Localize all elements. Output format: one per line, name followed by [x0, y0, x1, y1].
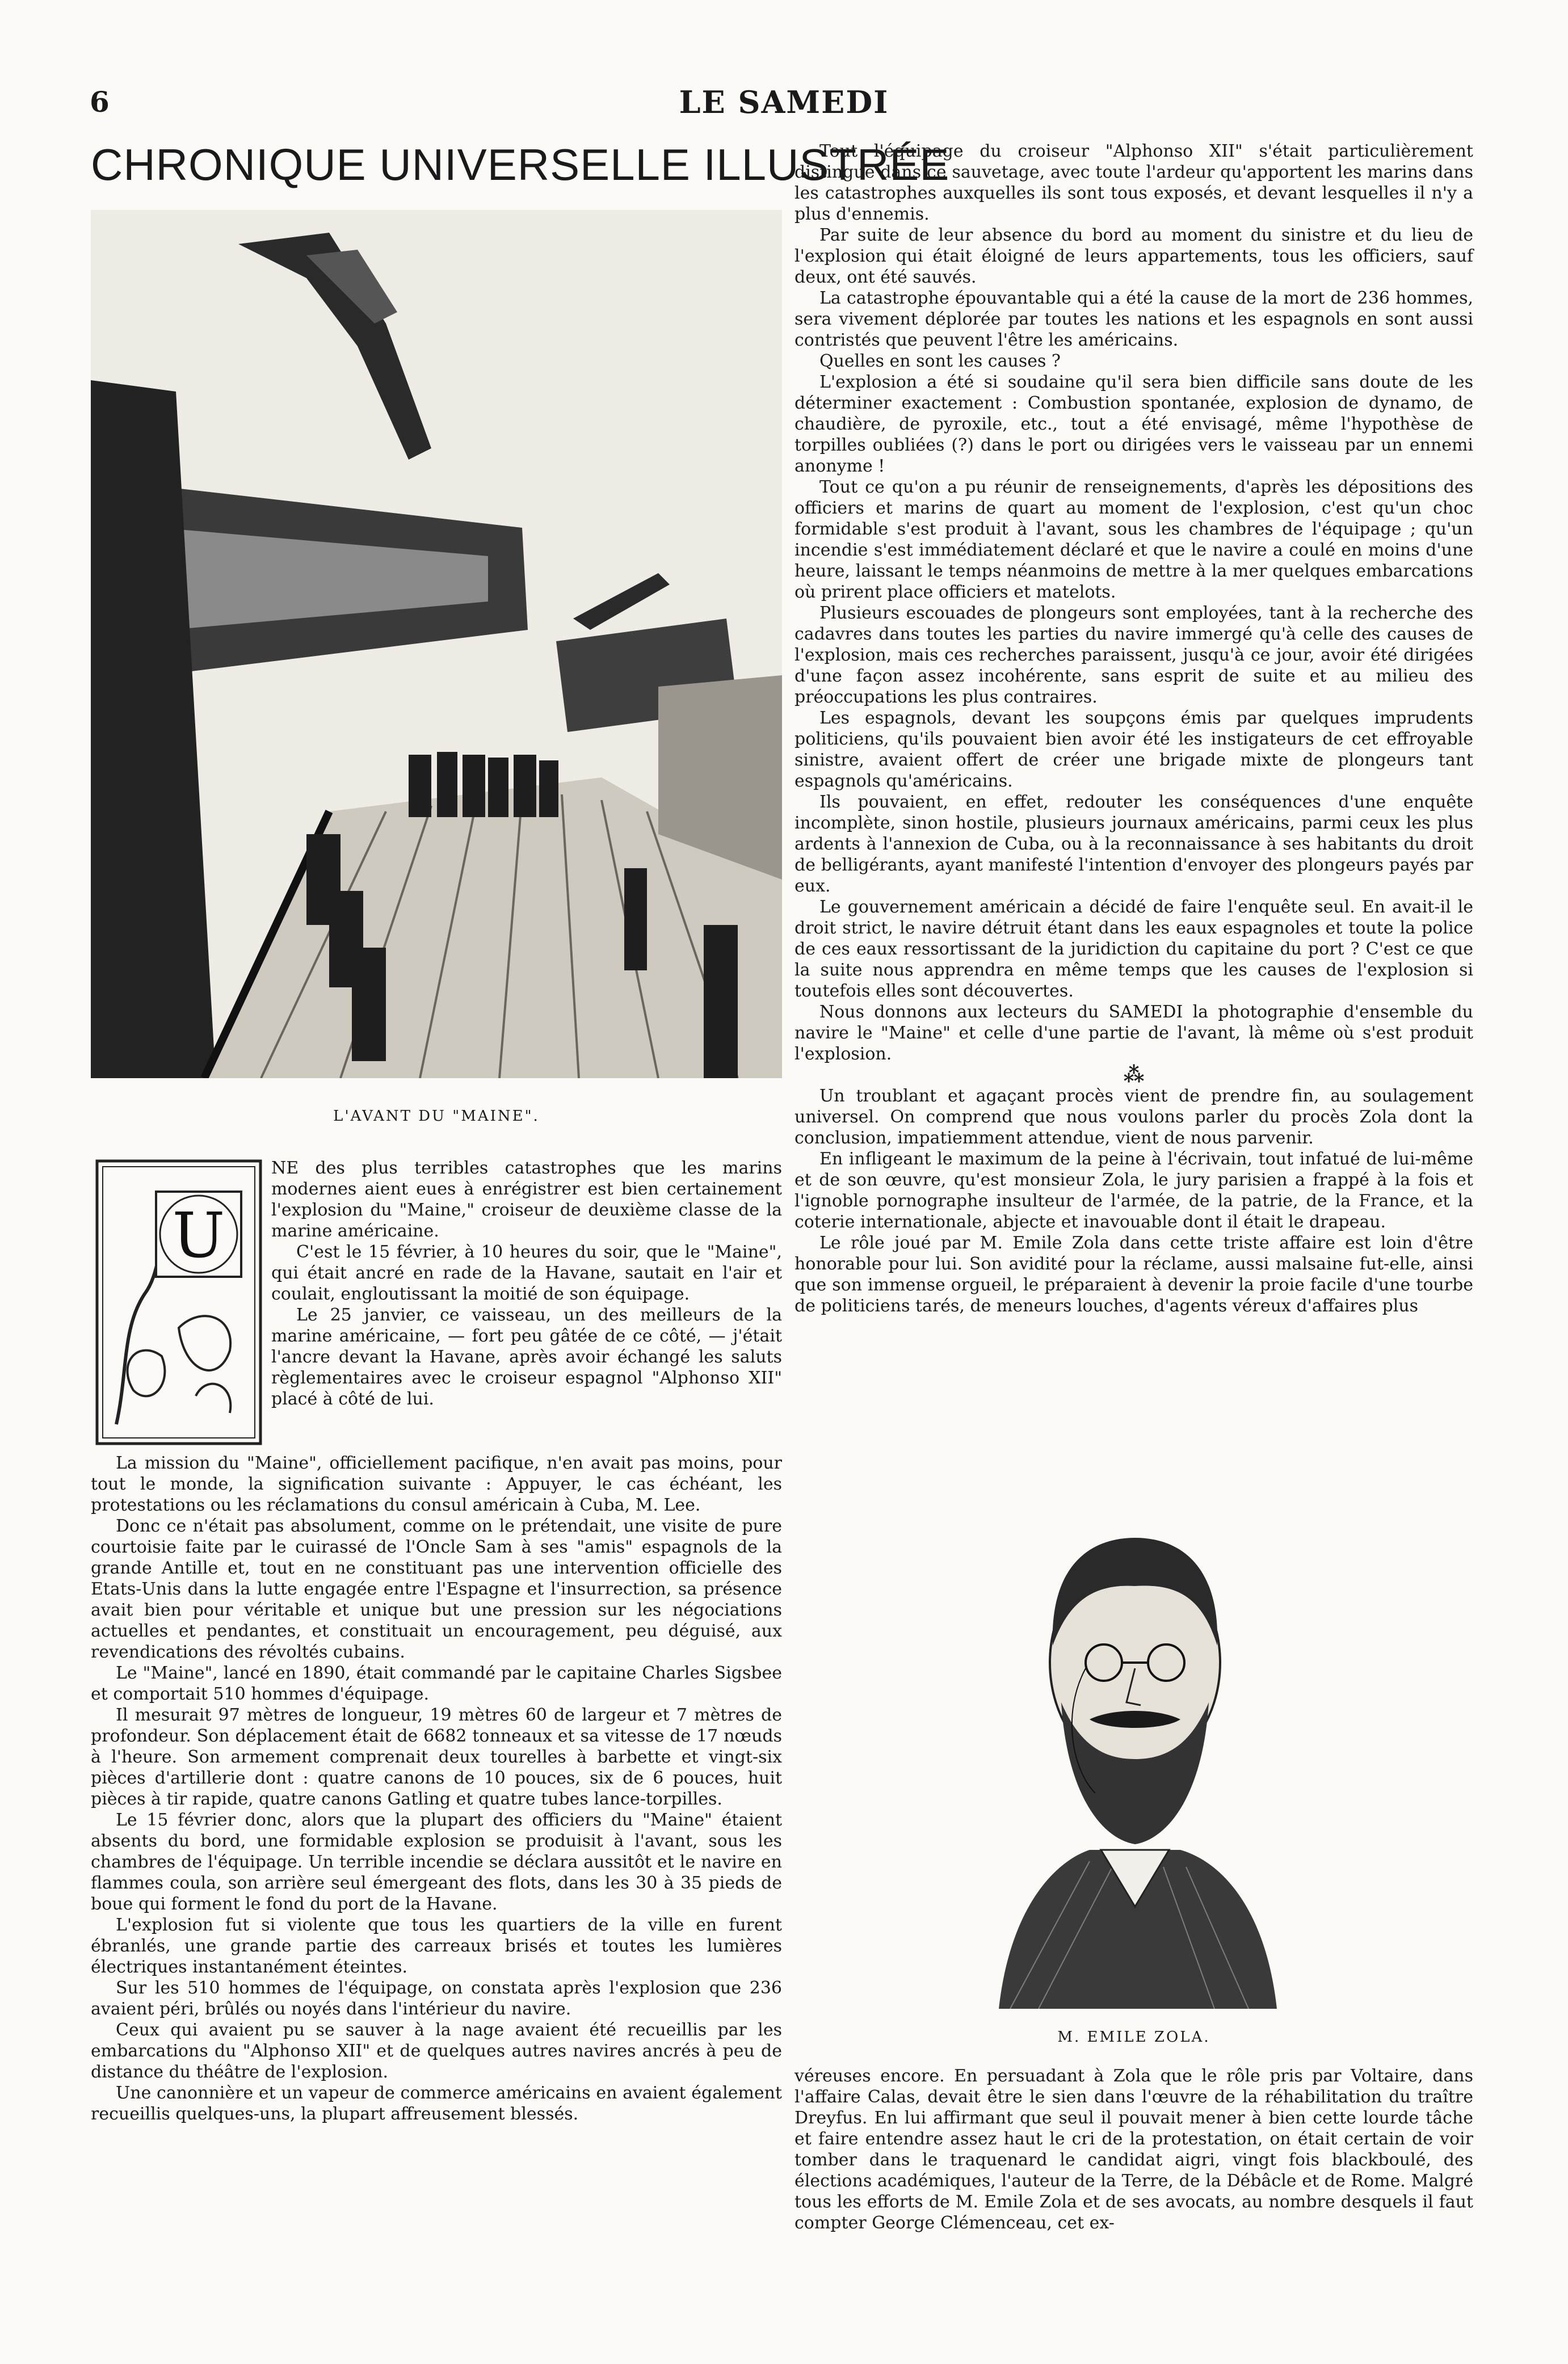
paragraph: Tout l'équipage du croiseur "Alphonso XII" s'était particulièrement distingué dans ce sauvetage, avec toute l'ardeur qu'apportent les marins dans les catastrophes auxquelles ils sont tous exposés, et devant lesquelles il n'y a plus d'ennemis.	[794, 141, 1473, 224]
maine-illustration	[91, 210, 782, 1078]
paragraph: Les espagnols, devant les soupçons émis par quelques imprudents politiciens, qu'ils pouvaient bien avoir été les instigateurs de cet effroyable sinistre, avaient offert de créer une brigade mixte de plongeurs tant espagnols qu'américains.	[794, 708, 1473, 791]
paragraph: Un troublant et agaçant procès vient de prendre fin, au soulagement universel. On comprend que nous voulons parler du procès Zola dont la conclusion, impatiemment attendue, vient de nous parvenir.	[794, 1086, 1473, 1148]
paragraph: Par suite de leur absence du bord au moment du sinistre et du lieu de l'explosion qui était éloigné de leurs appartements, tous les officiers, sauf deux, ont été sauvés.	[794, 225, 1473, 287]
paragraph: Donc ce n'était pas absolument, comme on le prétendait, une visite de pure courtoisie faite par le cuirassé de l'Oncle Sam à ses "amis" espagnols de la grande Antille et, tout en ne constituant pas une intervention officielle des Etats-Unis dans la lutte engagée entre l'Espagne et l'insurrection, sa présence avait bien pour véritable et unique but une pression sur les négociations actuelles et pendantes, et constituait un encouragement, peu déguisé, aux revendications des révoltés cubains.	[91, 1516, 782, 1662]
asterism-separator: ⁂	[1123, 1063, 1145, 1087]
paragraph: Le 25 janvier, ce vaisseau, un des meilleurs de la marine américaine, — fort peu gâtée de ce côté, — j'était l'ancre devant la Havane, après avoir échangé les saluts règlementaires avec le croiseur espagnol "Alphonso XII" placé à côté de lui.	[271, 1305, 782, 1409]
dropcap-ornament	[94, 1158, 264, 1447]
paragraph: Plusieurs escouades de plongeurs sont employées, tant à la recherche des cadavres dans toutes les parties du navire immergé qu'à celle des causes de l'explosion, mais ces recherches paraissent, jusqu'à ce jour, avoir été dirigées d'une façon assez incohérente, sans esprit de suite et au milieu des préoccupations les plus contraires.	[794, 603, 1473, 707]
paragraph: Le rôle joué par M. Emile Zola dans cette triste affaire est loin d'être honorable pour lui. Son avidité pour la réclame, aussi malsaine fut-elle, ainsi que son immense orgueil, le préparaient à devenir la proie facile d'une tourbe de politiciens tarés, de meneurs louches, d'agents véreux d'affaires plus	[794, 1233, 1473, 1316]
maine-caption: L'AVANT DU "MAINE".	[333, 1108, 540, 1125]
zola-portrait	[976, 1475, 1294, 2009]
article-maine-continued	[794, 141, 1473, 1316]
paragraph: Ils pouvaient, en effet, redouter les conséquences d'une enquête incomplète, sinon hostile, plusieurs journaux américains, parmi ceux les plus ardents à l'annexion de Cuba, ou à la reconnaissance à ses habitants du droit de belligérants, ayant manifesté l'intention d'envoyer des plongeurs payés par eux.	[794, 792, 1473, 896]
paragraph: Il mesurait 97 mètres de longueur, 19 mètres 60 de largeur et 7 mètres de profondeur. Son déplacement était de 6682 tonneaux et sa vitesse de 17 nœuds à l'heure. Son armement comprenait deux tourelles à barbette et vingt-six pièces d'artillerie dont : quatre canons de 10 pouces, six de 6 pouces, huit pièces à tir rapide, quatre canons Gatling et quatre tubes lance-torpilles.	[91, 1705, 782, 1809]
paragraph: Ceux qui avaient pu se sauver à la nage avaient été recueillis par les embarcations du "Alphonso XII" et de quelques autres navires ancrés à peu de distance du théâtre de l'explosion.	[91, 2020, 782, 2082]
paragraph: C'est le 15 février, à 10 heures du soir, que le "Maine", qui était ancré en rade de la Havane, sautait en l'air et coulait, engloutissant la moitié de son équipage.	[271, 1242, 782, 1304]
article-maine-intro	[271, 1158, 782, 1410]
paragraph: Quelles en sont les causes ?	[819, 351, 1061, 371]
paragraph: Tout ce qu'on a pu réunir de renseignements, d'après les dépositions des officiers et marins de quart au moment de l'explosion, c'est qu'un choc formidable s'est produit à l'avant, sous les chambres de l'équipage ; qu'un incendie s'est immédiatement déclaré et que le navire a coulé en moins d'une heure, laissant le temps néanmoins de mettre à la mer quelques embarcations où prirent place officiers et matelots.	[794, 477, 1473, 602]
paragraph: En infligeant le maximum de la peine à l'écrivain, tout infatué de lui-même et de son œuvre, qu'est monsieur Zola, le jury parisien a frappé à la fois et l'ignoble pornographe insulteur de l'armée, de la patrie, de la France, et la coterie internationale, abjecte et inavouable dont il était le drapeau.	[794, 1149, 1473, 1232]
article-zola-continued	[794, 2066, 1473, 2233]
paragraph: Une canonnière et un vapeur de commerce américains en avaient également recueillis quelques-uns, la plupart affreusement blessés.	[91, 2083, 782, 2124]
paragraph: Le gouvernement américain a décidé de faire l'enquête seul. En avait-il le droit strict, le navire détruit étant dans les eaux espagnoles et toute la police de ces eaux ressortissant de la juridiction du capitaine du port ? C'est ce que la suite nous apprendra en même temps que les causes de l'explosion si toutefois elles sont découvertes.	[794, 897, 1473, 1001]
paragraph: Sur les 510 hommes de l'équipage, on constata après l'explosion que 236 avaient péri, brûlés ou noyés dans l'intérieur du navire.	[91, 1978, 782, 2019]
page-number: 6	[90, 85, 110, 119]
section-title: CHRONIQUE UNIVERSELLE ILLUSTRÉE	[91, 140, 950, 190]
dropcap-letter: U	[172, 1199, 225, 1272]
paragraph: La catastrophe épouvantable qui a été la cause de la mort de 236 hommes, sera vivement déplorée par toutes les nations et les espagnols en sont aussi contristés que peuvent l'être les américains.	[794, 288, 1473, 350]
zola-caption: M. EMILE ZOLA.	[1057, 2029, 1210, 2046]
paragraph: L'explosion a été si soudaine qu'il sera bien difficile sans doute de les déterminer exactement : Combustion spontanée, explosion de dynamo, de chaudière, de pyroxile, etc., tout a été envisagé, même l'hypothèse de torpilles oubliées (?) dans le port ou dirigées vers le vaisseau par un ennemi anonyme !	[794, 372, 1473, 476]
paragraph: L'explosion fut si violente que tous les quartiers de la ville en furent ébranlés, une grande partie des carreaux brisés et toutes les lumières électriques instantanément éteintes.	[91, 1915, 782, 1977]
article-maine-body	[91, 1453, 782, 2125]
paragraph: Nous donnons aux lecteurs du SAMEDI la photographie d'ensemble du navire le "Maine" et celle d'une partie de l'avant, là même où s'est produit l'explosion.	[794, 1002, 1473, 1064]
paragraph: véreuses encore. En persuadant à Zola que le rôle pris par Voltaire, dans l'affaire Calas, devait être le sien dans l'œuvre de la réhabilitation du traître Dreyfus. En lui affirmant que seul il pouvait mener à bien cette lourde tâche et faire entendre assez haut le cri de la protestation, on était certain de voir tomber dans le traquenard le candidat aigri, vingt fois blackboulé, des élections académiques, l'auteur de la Terre, de la Débâcle et de Rome. Malgré tous les efforts de M. Emile Zola et de ses avocats, au nombre desquels il faut compter George Clémenceau, cet ex-	[794, 2066, 1473, 2233]
running-head: LE SAMEDI	[679, 84, 889, 120]
paragraph: La mission du "Maine", officiellement pacifique, n'en avait pas moins, pour tout le monde, la signification suivante : Appuyer, le cas échéant, les protestations ou les réclamations du consul américain à Cuba, M. Lee.	[91, 1453, 782, 1515]
paragraph: Le 15 février donc, alors que la plupart des officiers du "Maine" étaient absents du bord, une formidable explosion se produisit à l'avant, sous les chambres de l'équipage. Un terrible incendie se déclara aussitôt et le navire en flammes coula, son arrière seul émergeant des flots, dans les 30 à 35 pieds de boue qui forment le fond du port de la Havane.	[91, 1810, 782, 1914]
paragraph: NE des plus terribles catastrophes que les marins modernes aient eues à enrégistrer est bien certainement l'explosion du "Maine," croiseur de deuxième classe de la marine américaine.	[271, 1158, 782, 1241]
paragraph: Le "Maine", lancé en 1890, était commandé par le capitaine Charles Sigsbee et comportait 510 hommes d'équipage.	[91, 1663, 782, 1704]
